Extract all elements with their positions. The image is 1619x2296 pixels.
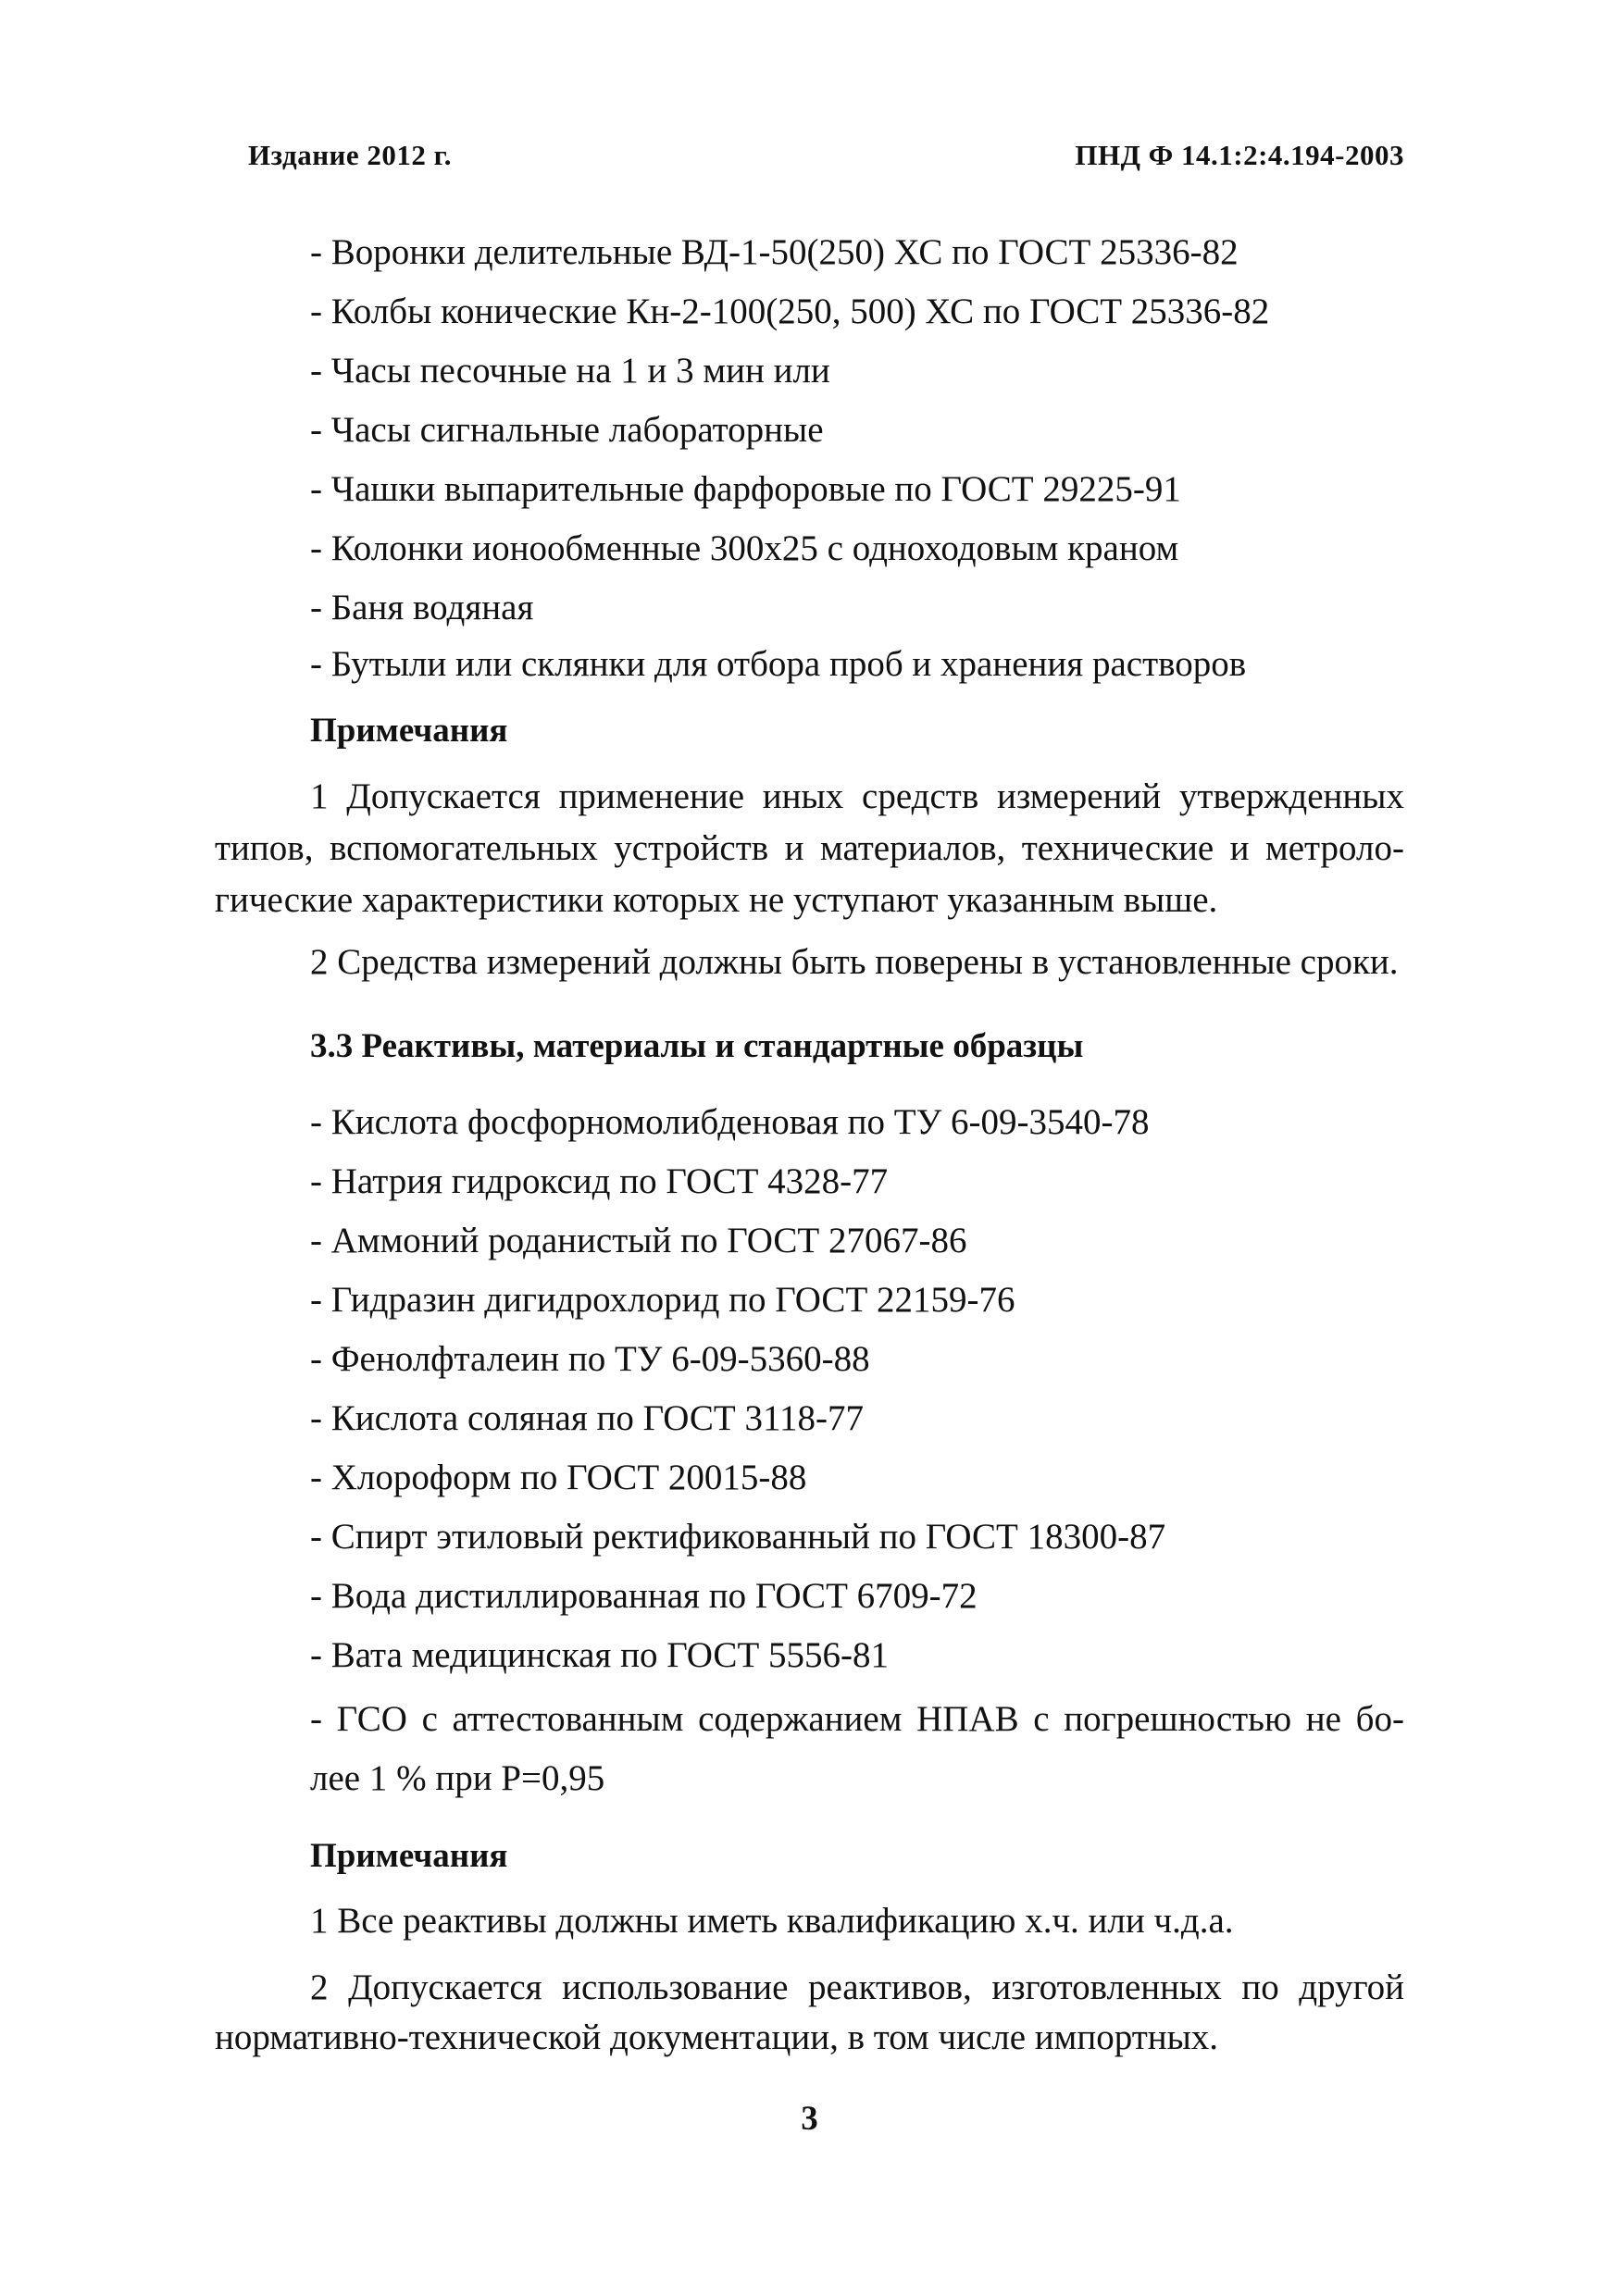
list-item: - Часы песочные на 1 и 3 мин или	[310, 351, 830, 391]
list-item: - ГСО с аттестованным содержанием НПАВ с погрешностью не бо-	[310, 1699, 1404, 1739]
notes-heading: Примечания	[310, 1837, 508, 1875]
edition-label: Издание 2012 г.	[248, 139, 453, 171]
list-item: - Кислота фосфорномолибденовая по ТУ 6-09-3540-78	[310, 1102, 1150, 1142]
list-item: - Баня водяная	[310, 588, 534, 627]
note-line: нормативно-технической документации, в том числе импортных.	[215, 2017, 1219, 2057]
list-item: - Кислота соляная по ГОСТ 3118-77	[310, 1398, 864, 1438]
list-item: - Чашки выпарительные фарфоровые по ГОСТ 29225-91	[310, 469, 1181, 509]
list-item-continuation: лее 1 % при Р=0,95	[310, 1758, 605, 1798]
section-heading: 3.3 Реактивы, материалы и стандартные образцы	[310, 1027, 1084, 1065]
page-number: 3	[801, 2100, 818, 2138]
note-line: 2 Допускается использование реактивов, изготовленных по другой	[310, 1967, 1404, 2007]
list-item: - Часы сигнальные лабораторные	[310, 410, 824, 450]
note-line: 1 Все реактивы должны иметь квалификацию х.ч. или ч.д.а.	[310, 1901, 1234, 1941]
note-line: 2 Средства измерений должны быть поверены в установленные сроки.	[310, 942, 1399, 982]
list-item: - Фенолфталеин по ТУ 6-09-5360-88	[310, 1339, 870, 1379]
document-code: ПНД Ф 14.1:2:4.194-2003	[1075, 139, 1404, 171]
list-item: - Хлороформ по ГОСТ 20015-88	[310, 1458, 807, 1497]
list-item: - Вата медицинская по ГОСТ 5556-81	[310, 1635, 890, 1675]
list-item: - Натрия гидроксид по ГОСТ 4328-77	[310, 1161, 889, 1201]
note-line: гические характеристики которых не уступают указанным выше.	[215, 880, 1218, 920]
notes-heading: Примечания	[310, 712, 508, 750]
note-line: 1 Допускается применение иных средств измерений утвержденных	[310, 776, 1404, 816]
list-item: - Бутыли или склянки для отбора проб и хранения растворов	[310, 644, 1247, 684]
list-item: - Колбы конические Кн-2-100(250, 500) ХС по ГОСТ 25336-82	[310, 292, 1270, 331]
list-item: - Спирт этиловый ректификованный по ГОСТ 18300-87	[310, 1517, 1166, 1557]
list-item: - Колонки ионообменные 300х25 с одноходовым краном	[310, 528, 1179, 568]
list-item: - Воронки делительные ВД-1-50(250) ХС по ГОСТ 25336-82	[310, 232, 1239, 272]
list-item: - Аммоний роданистый по ГОСТ 27067-86	[310, 1221, 967, 1260]
note-line: типов, вспомогательных устройств и материалов, технические и метроло-	[215, 828, 1404, 868]
list-item: - Вода дистиллированная по ГОСТ 6709-72	[310, 1576, 978, 1616]
list-item: - Гидразин дигидрохлорид по ГОСТ 22159-76	[310, 1280, 1015, 1320]
